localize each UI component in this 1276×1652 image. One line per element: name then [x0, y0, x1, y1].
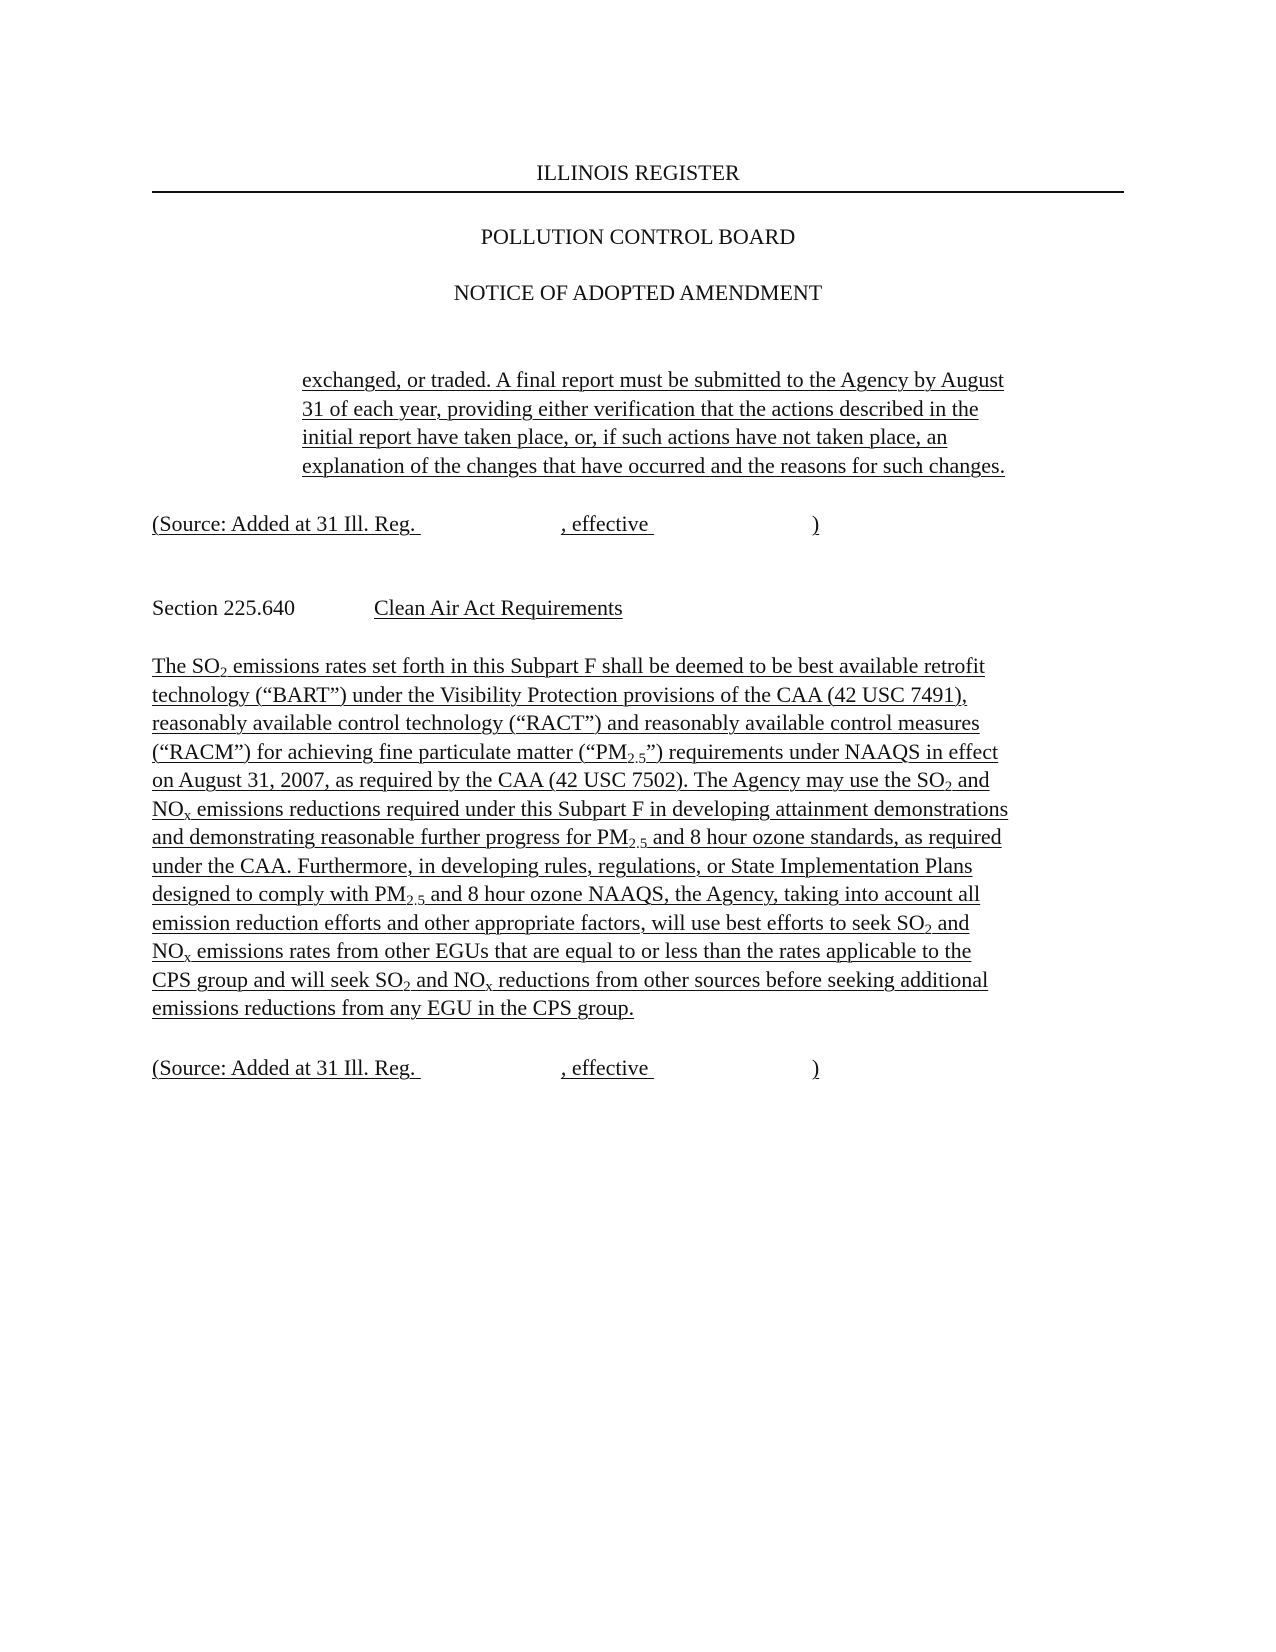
- paragraph-line: reasonably available control technology (“RACT”) and reasonably available control measures: [152, 710, 980, 735]
- paragraph-line: on August 31, 2007, as required by the CAA (42 USC 7502). The Agency may use the $SO_2$ and: [152, 767, 990, 795]
- paragraph-line: and demonstrating reasonable further progress for $PM_{2.5}$ and 8 hour ozone standards, as required: [152, 824, 1002, 852]
- section-heading: [152, 594, 623, 622]
- source-note-effective: , effective: [560, 511, 649, 536]
- continuation-paragraph: [302, 366, 1132, 480]
- source-note-suffix: ): [811, 1055, 820, 1080]
- source-note: [152, 1054, 819, 1082]
- section-number: Section 225.640: [152, 595, 295, 620]
- paragraph-line: emission reduction efforts and other appropriate factors, will use best efforts to seek $SO_2$ and: [152, 909, 970, 938]
- section-title: Clean Air Act Requirements: [374, 595, 623, 620]
- paragraph-line: $NO_x$ emissions rates from other EGUs that are equal to or less than the rates applicable to the: [152, 938, 972, 966]
- header-rule: [152, 191, 1124, 193]
- continuation-line: 31 of each year, providing either verification that the actions described in the: [302, 395, 979, 421]
- continuation-line: explanation of the changes that have occurred and the reasons for such changes.: [302, 452, 1006, 478]
- source-note: [152, 510, 819, 538]
- board-name: POLLUTION CONTROL BOARD: [480, 224, 796, 249]
- paragraph-line: emissions reductions from any EGU in the CPS group.: [152, 995, 635, 1020]
- paragraph-line: designed to comply with $PM_{2.5}$ and 8 hour ozone NAAQS, the Agency, taking into account all: [152, 881, 981, 909]
- source-note-prefix: (Source: Added at 31 Ill. Reg.: [152, 511, 416, 536]
- paragraph-line: under the CAA. Furthermore, in developing rules, regulations, or State Implementation Plans: [152, 852, 973, 878]
- section-paragraph: [152, 652, 1132, 1023]
- paragraph-line: (“RACM”) for achieving fine particulate matter $(“PM_{2.5}”)$ requirements under NAAQS in effect: [152, 738, 999, 767]
- notice-title: NOTICE OF ADOPTED AMENDMENT: [453, 280, 823, 305]
- source-note-effective: , effective: [560, 1055, 649, 1080]
- paragraph-line: $NO_x$ emissions reductions required under this Subpart F in developing attainment demonstrations: [152, 795, 1009, 824]
- register-title: ILLINOIS REGISTER: [536, 160, 740, 185]
- paragraph-line: CPS group and will seek $SO_2$ and $NO_x$ reductions from other sources before seeking additional: [152, 966, 989, 995]
- source-note-suffix: ): [811, 511, 820, 536]
- source-note-prefix: (Source: Added at 31 Ill. Reg.: [152, 1055, 416, 1080]
- continuation-line: exchanged, or traded. A final report must be submitted to the Agency by August: [302, 367, 1005, 392]
- paragraph-line: The $SO_2$ emissions rates set forth in this Subpart F shall be deemed to be best available retrofit: [152, 653, 985, 681]
- continuation-line: initial report have taken place, or, if such actions have not taken place, an: [302, 424, 948, 449]
- paragraph-line: technology (“BART”) under the Visibility Protection provisions of the CAA (42 USC 7491),: [152, 681, 968, 707]
